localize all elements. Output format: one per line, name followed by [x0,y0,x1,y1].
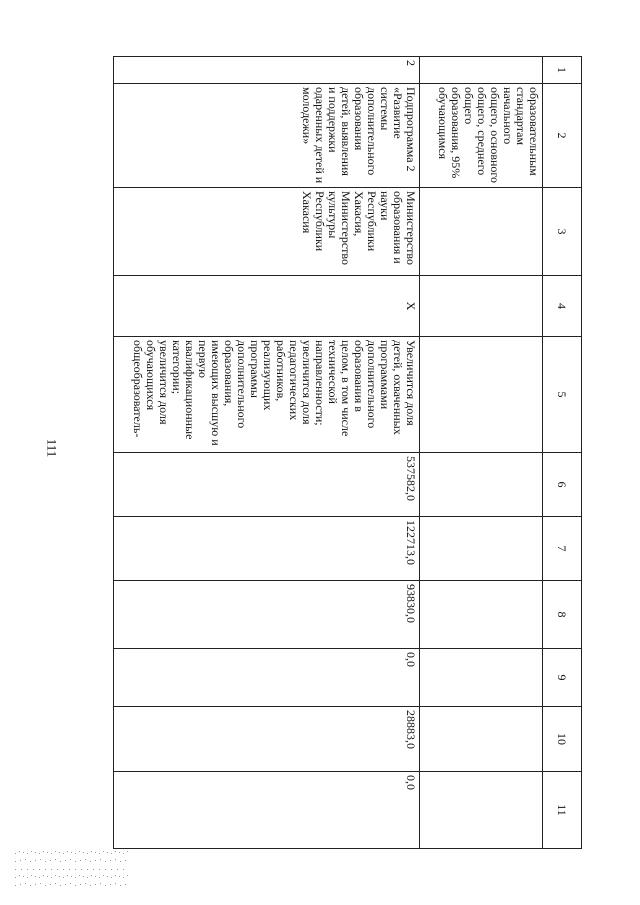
scan-speckle [80,860,81,861]
scan-speckle [75,877,76,878]
scan-speckle [123,853,124,854]
scan-speckle [25,883,26,884]
header-cell: 11 [543,772,582,849]
scan-speckle [83,876,84,877]
scan-speckle [99,877,100,878]
table-cell [420,517,543,581]
scan-speckle [31,875,32,876]
amount-cell: 93830,0 [114,581,420,649]
table-cell [420,772,543,849]
scan-speckle [99,869,100,870]
header-cell: 6 [543,453,582,517]
scan-speckle [65,884,66,885]
scan-speckle [75,861,76,862]
scan-speckle [110,884,111,885]
scan-speckle [105,869,106,870]
scan-speckle [50,884,51,885]
scan-speckle [115,859,116,860]
scan-speckle [25,859,26,860]
scan-speckle [43,875,44,876]
amount-cell: 122713,0 [114,517,420,581]
scan-speckle [99,853,100,854]
scan-speckle [60,861,61,862]
scan-speckle [30,861,31,862]
scan-speckle [39,877,40,878]
scan-speckle [55,851,56,852]
header-cell: 10 [543,707,582,772]
scan-speckle [70,859,71,860]
scan-speckle [15,877,16,878]
scan-speckle [80,884,81,885]
table-cell: образовательным стандартам начального общего, основного общего, среднего общего образования, 95% обучающимся [420,84,543,188]
scan-speckle [81,869,82,870]
budget-table [113,56,582,849]
scan-speckle [95,876,96,877]
scan-speckle [33,869,34,870]
scan-speckle [51,869,52,870]
scan-speckle [107,852,108,853]
table-cell [420,188,543,276]
scan-speckle [63,877,64,878]
subprogram-name-cell: Подпрограмма 2 «Развитие системы дополнительного образования детей, выявления и поддержки одаренных детей и молодежи» [114,84,420,188]
scan-speckle [27,853,28,854]
scan-speckle [103,851,104,852]
scan-speckle [115,851,116,852]
scan-speckle [115,883,116,884]
scan-speckle [55,883,56,884]
scan-speckle [67,875,68,876]
scan-speckle [35,852,36,853]
scan-speckle [70,883,71,884]
scan-speckle [57,869,58,870]
scan-speckle [35,876,36,877]
scan-speckle [20,860,21,861]
scan-speckle [43,851,44,852]
scan-speckle [91,875,92,876]
header-cell: 4 [543,276,582,337]
amount-cell: 0,0 [114,772,420,849]
table-cell [420,276,543,337]
scan-speckle [127,851,128,852]
scan-speckle [63,869,64,870]
scan-speckle [60,885,61,886]
scan-speckle [90,885,91,886]
scan-speckle [31,851,32,852]
header-cell: 9 [543,649,582,707]
scan-speckle [93,869,94,870]
header-cell: 1 [543,57,582,84]
scan-speckle [20,884,21,885]
scan-speckle [69,869,70,870]
expected-result-cell: Увеличится доля детей, охваченных программами дополнительного образования в целом, в том числе технической направленности; увеличится доля педагогических работников, реализующих программы дополнительного образования, имеющих высшую и первую квалификационные категории; увеличится доля обучающихся общеобразователь- [114,337,420,453]
scan-speckle [87,877,88,878]
scan-speckle [39,869,40,870]
scan-speckle [87,869,88,870]
scan-speckle [19,851,20,852]
scan-speckle [123,877,124,878]
header-cell: 2 [543,84,582,188]
scan-speckle [23,876,24,877]
scan-speckle [23,852,24,853]
scan-speckle [115,875,116,876]
scan-speckle [87,853,88,854]
scan-speckle [15,869,16,870]
scan-speckle [125,884,126,885]
scan-speckle [35,860,36,861]
scan-speckle [63,853,64,854]
scan-speckle [111,853,112,854]
scan-speckle [59,876,60,877]
scan-speckle [110,860,111,861]
scan-speckle [83,852,84,853]
scan-speckle [123,869,124,870]
scan-speckle [95,884,96,885]
scan-speckle [59,852,60,853]
scan-speckle [55,875,56,876]
rotated-table-wrapper [113,56,582,848]
scan-speckle [45,885,46,886]
scan-speckle [105,861,106,862]
scan-speckle [75,885,76,886]
scan-speckle [105,885,106,886]
executor-cell: Министерство образования и науки Республики Хакасия, Министерство культуры Республики Хакасия [114,188,420,276]
header-cell: 8 [543,581,582,649]
table-cell [420,649,543,707]
scan-speckle [91,851,92,852]
scan-speckle [85,859,86,860]
table-row [420,57,543,849]
scan-speckle [39,853,40,854]
scan-speckle [111,869,112,870]
scan-speckle [117,869,118,870]
scan-speckle [51,877,52,878]
scan-speckle [95,852,96,853]
table-cell [420,581,543,649]
scan-speckle [40,883,41,884]
scan-speckle [35,884,36,885]
table-row [114,57,420,849]
scan-speckle [15,853,16,854]
scan-speckle [15,885,16,886]
scan-speckle [119,852,120,853]
scan-speckle [120,861,121,862]
scan-speckle [65,860,66,861]
scan-speckle [19,875,20,876]
table-cell [420,337,543,453]
scan-speckle [40,859,41,860]
scan-speckle [21,869,22,870]
table-cell [420,57,543,84]
scan-speckle [47,876,48,877]
scan-speckle [111,877,112,878]
table-cell [420,453,543,517]
header-row [543,57,582,849]
amount-cell: 0,0 [114,649,420,707]
scan-speckle [85,883,86,884]
scan-speckle [127,875,128,876]
scan-speckle [45,861,46,862]
header-cell: 3 [543,188,582,276]
row-number-cell: 2 [114,57,420,84]
scan-speckle [15,861,16,862]
scan-speckle [103,875,104,876]
scan-speckle [45,869,46,870]
marker-cell: Х [114,276,420,337]
scan-speckle [50,860,51,861]
scan-speckle [27,877,28,878]
scan-speckle [125,860,126,861]
scan-speckle [75,853,76,854]
scan-speckle [75,869,76,870]
scan-speckle [119,876,120,877]
scan-speckle [51,853,52,854]
scan-speckle [120,885,121,886]
scan-speckle [90,861,91,862]
page-number: 111 [44,438,60,458]
header-cell: 5 [543,337,582,453]
scan-speckle [27,869,28,870]
header-cell: 7 [543,517,582,581]
scan-speckle [79,875,80,876]
scan-speckle [71,876,72,877]
amount-cell: 537582,0 [114,453,420,517]
scan-speckle [71,852,72,853]
scan-speckle [79,851,80,852]
scan-stamp [13,847,131,893]
scan-speckle [100,859,101,860]
amount-cell: 28883,0 [114,707,420,772]
scan-speckle [55,859,56,860]
scan-speckle [95,860,96,861]
scan-speckle [30,885,31,886]
table-cell [420,707,543,772]
scan-speckle [67,851,68,852]
scan-speckle [107,876,108,877]
scan-speckle [47,852,48,853]
scan-speckle [100,883,101,884]
